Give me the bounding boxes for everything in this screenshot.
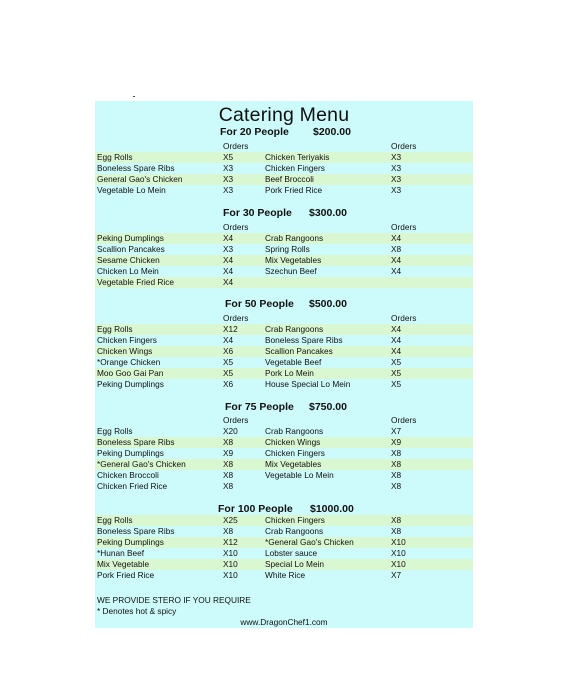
item-name: Mix Vegetables — [265, 255, 322, 265]
item-qty: X20 — [223, 426, 238, 436]
item-qty: X8 — [391, 244, 402, 254]
item-name: Crab Rangoons — [265, 324, 324, 334]
section-heading — [218, 503, 354, 515]
menu-row — [95, 255, 473, 266]
item-qty: X4 — [391, 233, 402, 243]
item-name: Beef Broccoli — [265, 174, 314, 184]
item-name: Spring Rolls — [265, 244, 310, 254]
item-qty: X12 — [223, 324, 238, 334]
menu-title: Catering Menu — [218, 104, 350, 126]
item-name: Scallion Pancakes — [97, 244, 165, 254]
item-qty: X4 — [391, 346, 402, 356]
item-qty: X8 — [391, 515, 402, 525]
item-qty: X4 — [391, 324, 402, 334]
orders-header: Orders — [223, 313, 249, 323]
item-name: Chicken Wings — [265, 437, 321, 447]
item-qty: X25 — [223, 515, 238, 525]
item-name: Vegetable Lo Mein — [265, 470, 334, 480]
section-heading — [225, 401, 347, 413]
item-qty: X3 — [223, 244, 234, 254]
item-name: Crab Rangoons — [265, 426, 324, 436]
stereo-note: WE PROVIDE STERO IF YOU REQUIRE — [97, 595, 251, 605]
section-price: $200.00 — [313, 126, 351, 138]
item-name: Peking Dumplings — [97, 537, 164, 547]
section-label: For 50 People — [225, 298, 294, 310]
item-qty: X4 — [223, 335, 234, 345]
item-qty: X3 — [223, 163, 234, 173]
item-name: House Special Lo Mein — [265, 379, 351, 389]
menu-row — [95, 515, 473, 526]
orders-header: Orders — [391, 313, 417, 323]
item-qty: X10 — [391, 548, 406, 558]
item-qty: X5 — [391, 368, 402, 378]
item-name: Chicken Fingers — [97, 335, 157, 345]
item-qty: X8 — [391, 526, 402, 536]
item-name: Boneless Spare Ribs — [97, 437, 175, 447]
item-name: Special Lo Mein — [265, 559, 325, 569]
menu-row — [95, 152, 473, 163]
item-name: *General Gao's Chicken — [265, 537, 354, 547]
orders-header: Orders — [223, 415, 249, 425]
item-name: Szechun Beef — [265, 266, 317, 276]
item-name: Chicken Fingers — [265, 163, 325, 173]
menu-row — [95, 526, 473, 537]
item-qty: X7 — [391, 570, 402, 580]
item-qty: X4 — [223, 266, 234, 276]
menu-row — [95, 379, 473, 390]
item-qty: X4 — [223, 233, 234, 243]
item-name: Pork Fried Rice — [97, 570, 155, 580]
item-name: Chicken Fried Rice — [97, 481, 168, 491]
item-name: Vegetable Fried Rice — [97, 277, 175, 287]
menu-row — [95, 277, 473, 288]
item-qty: X8 — [391, 470, 402, 480]
orders-header: Orders — [223, 222, 249, 232]
item-name: Peking Dumplings — [97, 448, 164, 458]
item-name: Sesame Chicken — [97, 255, 160, 265]
item-qty: X3 — [223, 185, 234, 195]
item-name: Vegetable Beef — [265, 357, 322, 367]
orders-header: Orders — [391, 415, 417, 425]
menu-row — [95, 570, 473, 581]
orders-header: Orders — [223, 141, 249, 151]
item-qty: X9 — [391, 437, 402, 447]
section-heading — [223, 207, 347, 219]
item-name: Pork Fried Rice — [265, 185, 323, 195]
menu-row — [95, 174, 473, 185]
item-qty: X4 — [223, 255, 234, 265]
item-qty: X12 — [223, 537, 238, 547]
hot-spicy-note: * Denotes hot & spicy — [97, 606, 177, 616]
item-name: General Gao's Chicken — [97, 174, 183, 184]
item-qty: X9 — [223, 448, 234, 458]
item-name: Mix Vegetable — [97, 559, 150, 569]
menu-row — [95, 537, 473, 548]
menu-row — [95, 548, 473, 559]
menu-row — [95, 470, 473, 481]
item-name: Chicken Broccoli — [97, 470, 159, 480]
section-price: $300.00 — [309, 207, 347, 219]
item-name: Crab Rangoons — [265, 233, 324, 243]
item-qty: X10 — [391, 537, 406, 547]
section-label: For 30 People — [223, 207, 292, 219]
item-name: Egg Rolls — [97, 152, 133, 162]
menu-row — [95, 185, 473, 196]
item-name: Boneless Spare Ribs — [265, 335, 343, 345]
item-name: Mix Vegetables — [265, 459, 322, 469]
menu-row — [95, 244, 473, 255]
orders-header: Orders — [391, 222, 417, 232]
item-qty: X10 — [223, 548, 238, 558]
item-qty: X3 — [391, 152, 402, 162]
menu-row — [95, 266, 473, 277]
item-name: Chicken Fingers — [265, 448, 325, 458]
item-qty: X10 — [391, 559, 406, 569]
item-qty: X10 — [223, 559, 238, 569]
item-qty: X8 — [223, 526, 234, 536]
menu-row — [95, 335, 473, 346]
menu-row — [95, 459, 473, 470]
menu-row — [95, 346, 473, 357]
item-qty: X3 — [391, 185, 402, 195]
item-name: *General Gao's Chicken — [97, 459, 186, 469]
item-qty: X4 — [391, 335, 402, 345]
item-name: Egg Rolls — [97, 515, 133, 525]
menu-row — [95, 357, 473, 368]
item-qty: X8 — [223, 481, 234, 491]
orders-header: Orders — [391, 141, 417, 151]
item-qty: X10 — [223, 570, 238, 580]
item-name: Chicken Teriyakis — [265, 152, 330, 162]
item-name: *Hunan Beef — [97, 548, 145, 558]
section-price: $1000.00 — [310, 503, 354, 515]
website-link[interactable]: www.DragonChef1.com — [240, 617, 328, 627]
item-name: Chicken Wings — [97, 346, 153, 356]
item-qty: X5 — [391, 357, 402, 367]
item-qty: X7 — [391, 426, 402, 436]
menu-row — [95, 559, 473, 570]
item-name: Scallion Pancakes — [265, 346, 333, 356]
item-name: Pork Lo Mein — [265, 368, 314, 378]
item-qty: X5 — [223, 368, 234, 378]
section-label: For 20 People — [220, 126, 289, 138]
corner-mark — [133, 96, 135, 97]
item-qty: X5 — [223, 152, 234, 162]
menu-row — [95, 233, 473, 244]
item-name: Egg Rolls — [97, 426, 133, 436]
item-qty: X6 — [223, 346, 234, 356]
item-name: Chicken Lo Mein — [97, 266, 159, 276]
section-label: For 75 People — [225, 401, 294, 413]
item-qty: X8 — [223, 470, 234, 480]
item-name: Egg Rolls — [97, 324, 133, 334]
section-price: $500.00 — [309, 298, 347, 310]
menu-row — [95, 368, 473, 379]
menu-row — [95, 324, 473, 335]
menu-row — [95, 437, 473, 448]
item-qty: X8 — [223, 437, 234, 447]
item-qty: X8 — [391, 481, 402, 491]
item-qty: X3 — [391, 163, 402, 173]
item-qty: X5 — [391, 379, 402, 389]
item-name: Moo Goo Gai Pan — [97, 368, 164, 378]
section-price: $750.00 — [309, 401, 347, 413]
item-name: *Orange Chicken — [97, 357, 161, 367]
item-name: White Rice — [265, 570, 306, 580]
item-qty: X3 — [391, 174, 402, 184]
item-name: Crab Rangoons — [265, 526, 324, 536]
item-name: Peking Dumplings — [97, 379, 164, 389]
section-heading — [225, 298, 347, 310]
menu-row — [95, 448, 473, 459]
section-label: For 100 People — [218, 503, 293, 515]
item-qty: X6 — [223, 379, 234, 389]
item-qty: X8 — [391, 448, 402, 458]
item-qty: X4 — [391, 255, 402, 265]
item-qty: X8 — [391, 459, 402, 469]
item-qty: X8 — [223, 459, 234, 469]
item-qty: X5 — [223, 357, 234, 367]
item-name: Peking Dumplings — [97, 233, 164, 243]
item-name: Vegetable Lo Mein — [97, 185, 166, 195]
section-heading — [220, 126, 351, 138]
item-qty: X4 — [391, 266, 402, 276]
item-name: Boneless Spare Ribs — [97, 526, 175, 536]
item-name: Chicken Fingers — [265, 515, 325, 525]
menu-row — [95, 481, 473, 492]
item-qty: X4 — [223, 277, 234, 287]
item-name: Lobster sauce — [265, 548, 318, 558]
menu-sheet — [95, 101, 473, 628]
item-qty: X3 — [223, 174, 234, 184]
menu-row — [95, 163, 473, 174]
menu-row — [95, 426, 473, 437]
item-name: Boneless Spare Ribs — [97, 163, 175, 173]
